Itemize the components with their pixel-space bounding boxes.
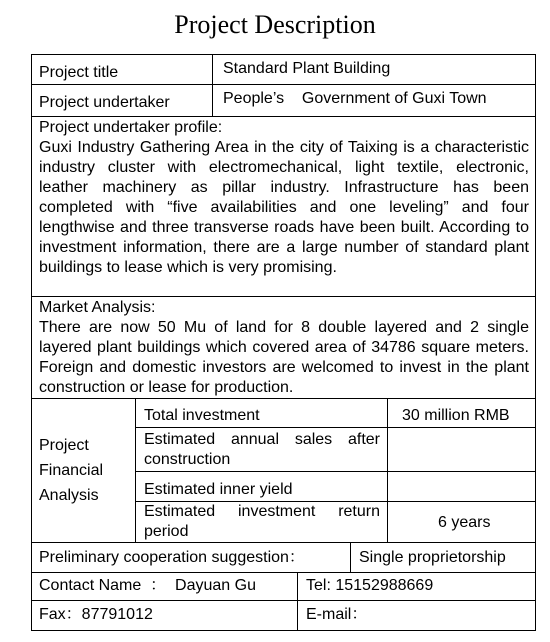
project-table — [31, 54, 536, 631]
annual-sales-label: Estimated annual sales after construction — [144, 431, 380, 468]
row-divider — [32, 116, 535, 117]
contact-name: Contact Name ： Dayuan Gu — [39, 577, 256, 594]
row-divider — [32, 84, 535, 85]
financial-label-line3: Analysis — [39, 487, 99, 504]
project-title-value: Standard Plant Building — [223, 60, 391, 77]
contact-email: E-mail： — [306, 606, 368, 623]
column-divider — [350, 542, 351, 572]
row-divider — [32, 600, 535, 601]
profile-body: Guxi Industry Gathering Area in the city of Taixing is a characteristic industry cluster with electromechanical, light textile, electronic, leather machinery as pillar industry. Infrastructure has been completed with “five availabilities and one leveling” and four lengthwise and three transverse roads have been built. According to investment information, there are a large number of standard plant buildings to lease which is very promising. — [39, 139, 529, 276]
column-divider — [297, 572, 298, 630]
return-period-value: 6 years — [438, 514, 491, 531]
contact-fax: Fax：87791012 — [39, 606, 153, 623]
row-divider — [32, 398, 535, 399]
row-divider — [32, 542, 535, 543]
row-divider — [135, 427, 535, 428]
financial-label-line2: Financial — [39, 462, 104, 479]
row-divider — [135, 471, 535, 472]
document-title: Project Description — [174, 10, 376, 39]
total-investment-value: 30 million RMB — [402, 407, 510, 424]
column-divider — [135, 398, 136, 542]
profile-heading: Project undertaker profile: — [39, 119, 223, 136]
row-divider — [32, 296, 535, 297]
column-divider — [387, 398, 388, 542]
market-body: There are now 50 Mu of land for 8 double layered and 2 single layered plant buildings which covered area of 34786 square meters. Foreign and domestic investors are welcomed to invest in the plant construction or lease for production. — [39, 319, 529, 396]
project-title-label: Project title — [39, 64, 119, 81]
row-divider — [32, 572, 535, 573]
undertaker-label: Project undertaker — [39, 94, 170, 111]
financial-label-line1: Project — [39, 437, 89, 454]
market-heading: Market Analysis: — [39, 299, 156, 316]
contact-tel: Tel: 15152988669 — [306, 577, 434, 594]
cooperation-label: Preliminary cooperation suggestion： — [39, 549, 305, 566]
total-investment-label: Total investment — [144, 407, 260, 424]
return-period-label: Estimated investment return period — [144, 503, 380, 540]
cooperation-value: Single proprietorship — [359, 549, 506, 566]
undertaker-value: People’s Government of Guxi Town — [223, 90, 487, 107]
inner-yield-label: Estimated inner yield — [144, 481, 293, 498]
column-divider — [212, 55, 213, 116]
